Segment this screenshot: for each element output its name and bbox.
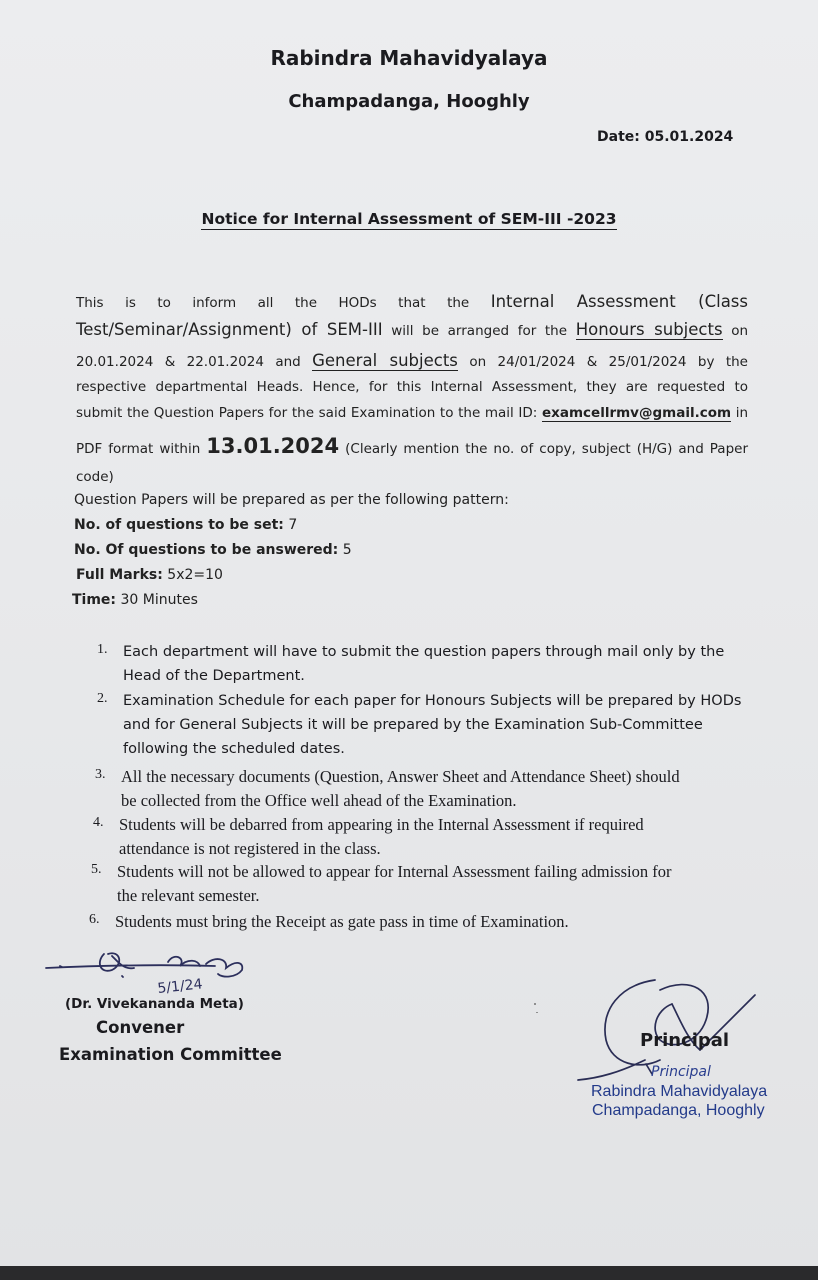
- list-item-line: attendance is not registered in the class.: [119, 839, 381, 858]
- list-item-number: 6.: [89, 912, 100, 927]
- committee-name: Examination Committee: [59, 1045, 282, 1064]
- handwritten-date: 5/1/24: [156, 976, 204, 997]
- signature-dot: [122, 976, 123, 977]
- institution-name: Rabindra Mahavidyalaya: [270, 46, 548, 70]
- list-item-line: Head of the Department.: [123, 668, 305, 684]
- stamp-designation: Principal: [651, 1064, 711, 1080]
- convener-name: (Dr. Vivekananda Meta): [65, 996, 244, 1012]
- list-item-line: the relevant semester.: [117, 886, 260, 905]
- full-marks-value: 5x2=10: [167, 567, 223, 583]
- list-item-line: Each department will have to submit the question papers through mail only by the: [123, 644, 725, 660]
- list-item-line: All the necessary documents (Question, Answer Sheet and Attendance Sheet) should: [121, 767, 680, 786]
- para-line-2-a: Test/Seminar/Assignment) of SEM-III: [76, 320, 383, 339]
- convener-signature-strokes: [46, 953, 242, 977]
- signature-stroke: [206, 959, 242, 977]
- para-line-5-b: in: [735, 405, 748, 421]
- para-line-4: respective departmental Heads. Hence, for this Internal Assessment, they are requested to: [76, 379, 748, 395]
- para-line-6-b: (Clearly mention the no. of copy, subject (H/G) and Paper: [345, 441, 749, 457]
- questions-set-label: No. of questions to be set:: [74, 517, 284, 533]
- list-item-line: following the scheduled dates.: [123, 741, 345, 757]
- signature-dot: [60, 966, 62, 967]
- submission-deadline: 13.01.2024: [206, 434, 340, 458]
- signature-stroke: [100, 953, 119, 971]
- para-line-5-a: submit the Question Papers for the said Examination to the mail ID:: [76, 405, 538, 421]
- para-line-3-a: 20.01.2024 & 22.01.2024 and: [76, 354, 301, 370]
- questions-answered-value: 5: [342, 542, 352, 558]
- stamp-institution: Rabindra Mahavidyalaya: [591, 1083, 768, 1100]
- convener-role: Convener: [96, 1018, 185, 1037]
- institution-address: Champadanga, Hooghly: [288, 91, 530, 112]
- para-line-2-d: on: [731, 323, 749, 339]
- general-subjects: General subjects: [312, 351, 458, 370]
- list-item-line: Students must bring the Receipt as gate pass in time of Examination.: [115, 912, 569, 931]
- list-item-number: 5.: [91, 862, 102, 877]
- time-value: 30 Minutes: [120, 592, 198, 608]
- exam-cell-email: examcellrmv@gmail.com: [542, 405, 732, 421]
- para-line-1-b: Internal Assessment (Class: [490, 292, 748, 311]
- stamp-address: Champadanga, Hooghly: [592, 1102, 765, 1119]
- list-item-number: 4.: [93, 815, 104, 830]
- notice-title-text: Notice for Internal Assessment of SEM-III -2023: [201, 210, 617, 228]
- list-item-number: 2.: [97, 691, 108, 706]
- para-line-1-a: This is to inform all the HODs that the: [76, 295, 470, 311]
- signature-stroke: [578, 1060, 645, 1080]
- full-marks-label: Full Marks:: [76, 567, 163, 583]
- signature-stroke: [605, 980, 660, 1065]
- para-line-7: code): [76, 469, 114, 485]
- list-item-number: 1.: [97, 642, 108, 657]
- time-label: Time:: [72, 592, 117, 608]
- para-line-3-c: on 24/01/2024 & 25/01/2024 by the: [469, 354, 748, 370]
- page-bottom-edge: [0, 1266, 818, 1280]
- honours-subjects: Honours subjects: [575, 320, 723, 339]
- para-line-6-a: PDF format within: [76, 441, 201, 457]
- list-item-line: be collected from the Office well ahead of the Examination.: [121, 791, 517, 810]
- list-item-number: 3.: [95, 767, 106, 782]
- list-item-line: Students will not be allowed to appear for Internal Assessment failing admission for: [117, 862, 672, 881]
- list-item-line: and for General Subjects it will be prepared by the Examination Sub-Committee: [123, 717, 703, 733]
- paper-mark: [535, 1003, 537, 1013]
- questions-answered-label: No. Of questions to be answered:: [74, 542, 339, 558]
- list-item-line: Students will be debarred from appearing in the Internal Assessment if required: [119, 815, 644, 834]
- list-item-line: Examination Schedule for each paper for Honours Subjects will be prepared by HODs: [123, 693, 742, 709]
- questions-set-value: 7: [288, 517, 298, 533]
- pattern-intro: Question Papers will be prepared as per the following pattern:: [74, 492, 509, 508]
- notice-date: Date: 05.01.2024: [597, 129, 734, 145]
- principal-title: Principal: [640, 1030, 730, 1051]
- para-line-2-b: will be arranged for the: [391, 323, 568, 339]
